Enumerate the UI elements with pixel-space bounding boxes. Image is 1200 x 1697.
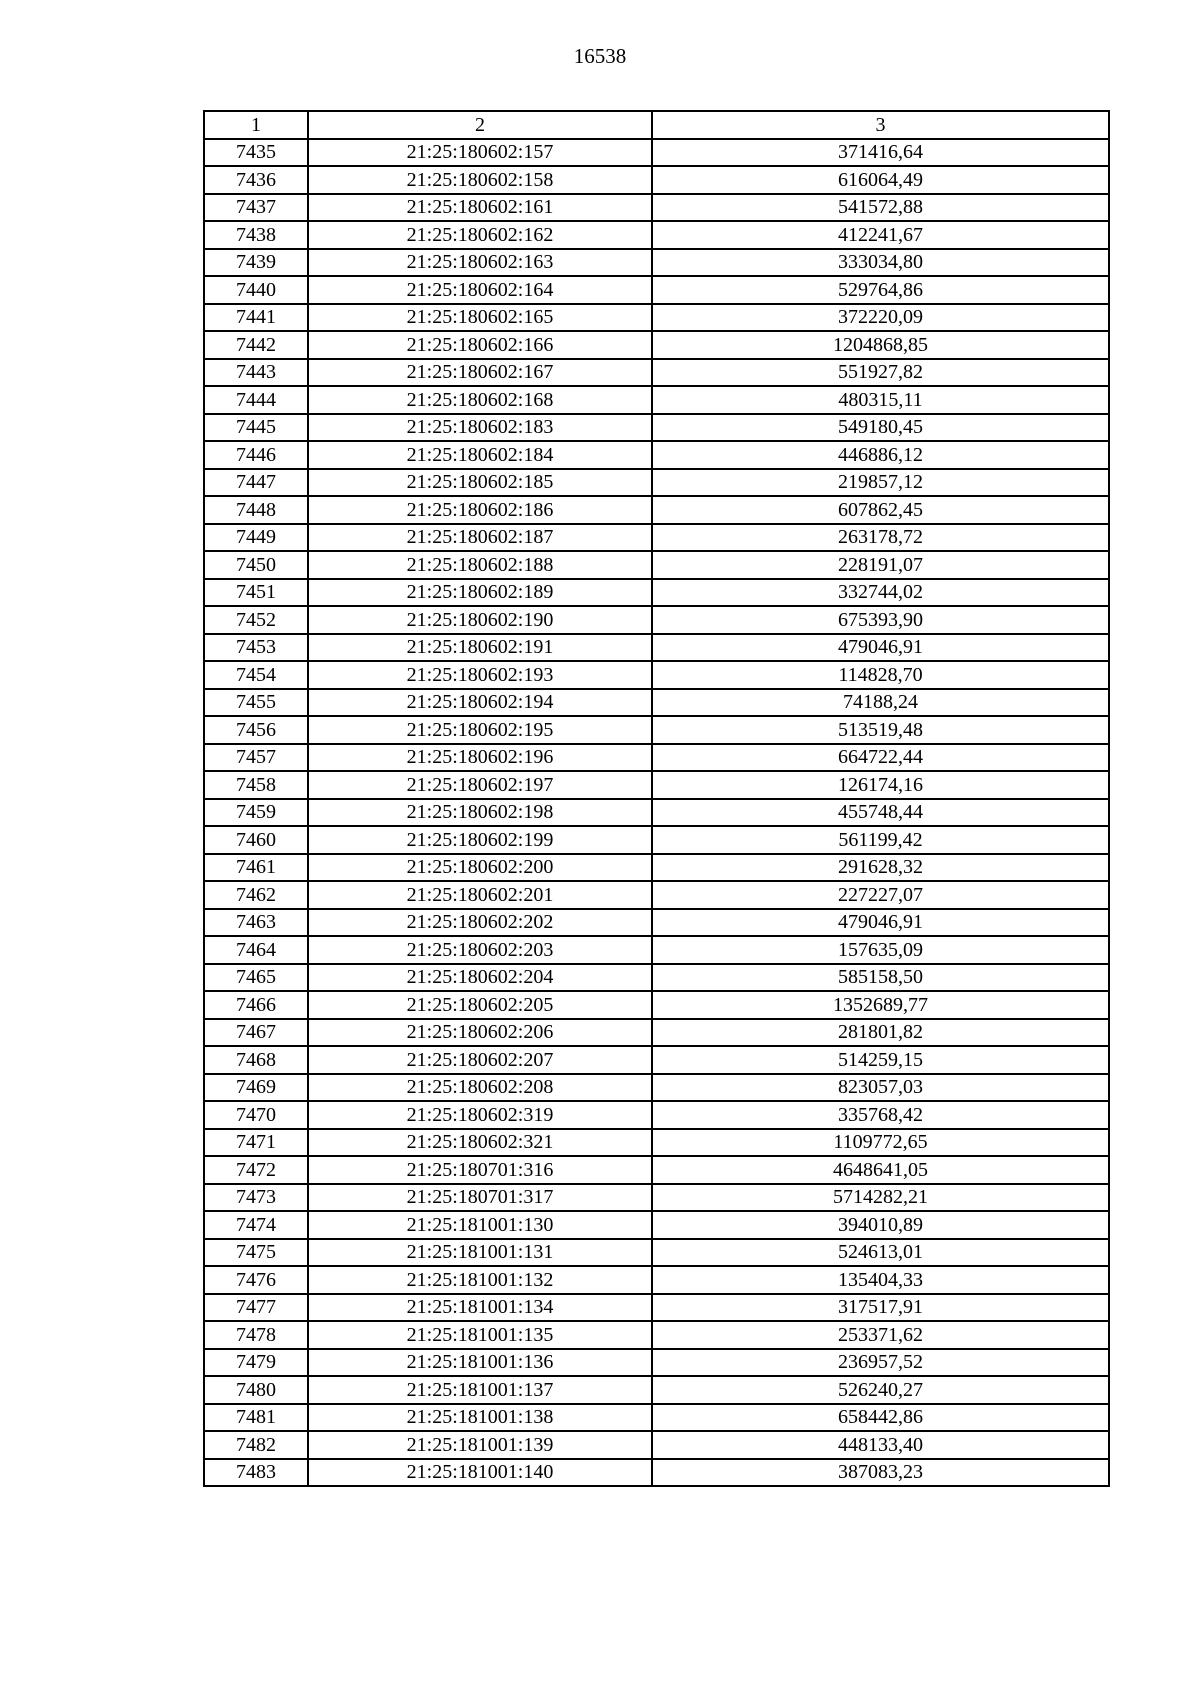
row-number-cell: 7451 — [204, 579, 308, 607]
table-row — [204, 496, 1109, 524]
value-cell: 114828,70 — [652, 661, 1109, 689]
cadastral-number-cell: 21:25:180602:157 — [308, 139, 652, 167]
row-number-cell: 7437 — [204, 194, 308, 222]
row-number-cell: 7469 — [204, 1074, 308, 1102]
table-row — [204, 1376, 1109, 1404]
value-cell: 529764,86 — [652, 276, 1109, 304]
column-header-3: 3 — [652, 111, 1109, 139]
value-cell: 526240,27 — [652, 1376, 1109, 1404]
row-number-cell: 7459 — [204, 799, 308, 827]
row-number-cell: 7457 — [204, 744, 308, 772]
cadastral-number-cell: 21:25:181001:140 — [308, 1459, 652, 1487]
cadastral-number-cell: 21:25:180602:194 — [308, 689, 652, 717]
cadastral-number-cell: 21:25:180701:316 — [308, 1156, 652, 1184]
cadastral-number-cell: 21:25:180602:185 — [308, 469, 652, 497]
value-cell: 371416,64 — [652, 139, 1109, 167]
table-row — [204, 1321, 1109, 1349]
value-cell: 281801,82 — [652, 1019, 1109, 1047]
row-number-cell: 7458 — [204, 771, 308, 799]
value-cell: 524613,01 — [652, 1239, 1109, 1267]
value-cell: 823057,03 — [652, 1074, 1109, 1102]
row-number-cell: 7446 — [204, 441, 308, 469]
cadastral-number-cell: 21:25:180602:197 — [308, 771, 652, 799]
value-cell: 658442,86 — [652, 1404, 1109, 1432]
table-row — [204, 1129, 1109, 1157]
cadastral-number-cell: 21:25:180602:205 — [308, 991, 652, 1019]
table-row — [204, 634, 1109, 662]
cadastral-number-cell: 21:25:181001:132 — [308, 1266, 652, 1294]
value-cell: 1352689,77 — [652, 991, 1109, 1019]
cadastral-number-cell: 21:25:181001:135 — [308, 1321, 652, 1349]
value-cell: 253371,62 — [652, 1321, 1109, 1349]
cadastral-number-cell: 21:25:180602:168 — [308, 386, 652, 414]
value-cell: 333034,80 — [652, 249, 1109, 277]
table-row — [204, 1349, 1109, 1377]
cadastral-number-cell: 21:25:181001:136 — [308, 1349, 652, 1377]
cadastral-number-cell: 21:25:180602:319 — [308, 1101, 652, 1129]
table-row — [204, 1294, 1109, 1322]
row-number-cell: 7474 — [204, 1211, 308, 1239]
value-cell: 263178,72 — [652, 524, 1109, 552]
table-row — [204, 331, 1109, 359]
cadastral-number-cell: 21:25:181001:138 — [308, 1404, 652, 1432]
cadastral-number-cell: 21:25:180602:164 — [308, 276, 652, 304]
cadastral-number-cell: 21:25:180602:202 — [308, 909, 652, 937]
cadastral-number-cell: 21:25:181001:131 — [308, 1239, 652, 1267]
row-number-cell: 7438 — [204, 221, 308, 249]
value-cell: 135404,33 — [652, 1266, 1109, 1294]
cadastral-number-cell: 21:25:180602:163 — [308, 249, 652, 277]
table-row — [204, 414, 1109, 442]
table-row — [204, 1046, 1109, 1074]
row-number-cell: 7454 — [204, 661, 308, 689]
table-row — [204, 139, 1109, 167]
value-cell: 1204868,85 — [652, 331, 1109, 359]
value-cell: 372220,09 — [652, 304, 1109, 332]
row-number-cell: 7445 — [204, 414, 308, 442]
table-row — [204, 661, 1109, 689]
value-cell: 448133,40 — [652, 1431, 1109, 1459]
row-number-cell: 7465 — [204, 964, 308, 992]
table-row — [204, 1266, 1109, 1294]
cadastral-number-cell: 21:25:180602:196 — [308, 744, 652, 772]
row-number-cell: 7482 — [204, 1431, 308, 1459]
cadastral-number-cell: 21:25:181001:130 — [308, 1211, 652, 1239]
cadastral-number-cell: 21:25:180602:206 — [308, 1019, 652, 1047]
cadastral-number-cell: 21:25:181001:134 — [308, 1294, 652, 1322]
value-cell: 541572,88 — [652, 194, 1109, 222]
row-number-cell: 7452 — [204, 606, 308, 634]
row-number-cell: 7480 — [204, 1376, 308, 1404]
cadastral-number-cell: 21:25:180602:161 — [308, 194, 652, 222]
row-number-cell: 7471 — [204, 1129, 308, 1157]
value-cell: 479046,91 — [652, 909, 1109, 937]
row-number-cell: 7442 — [204, 331, 308, 359]
cadastral-number-cell: 21:25:180602:203 — [308, 936, 652, 964]
row-number-cell: 7455 — [204, 689, 308, 717]
cadastral-number-cell: 21:25:180602:167 — [308, 359, 652, 387]
table-row — [204, 964, 1109, 992]
cadastral-number-cell: 21:25:180701:317 — [308, 1184, 652, 1212]
table-row — [204, 854, 1109, 882]
table-row — [204, 1184, 1109, 1212]
value-cell: 551927,82 — [652, 359, 1109, 387]
row-number-cell: 7443 — [204, 359, 308, 387]
row-number-cell: 7483 — [204, 1459, 308, 1487]
table-row — [204, 881, 1109, 909]
value-cell: 514259,15 — [652, 1046, 1109, 1074]
value-cell: 561199,42 — [652, 826, 1109, 854]
table-row — [204, 606, 1109, 634]
value-cell: 607862,45 — [652, 496, 1109, 524]
table-row — [204, 909, 1109, 937]
table-header — [204, 111, 1109, 139]
value-cell: 332744,02 — [652, 579, 1109, 607]
value-cell: 219857,12 — [652, 469, 1109, 497]
table-row — [204, 304, 1109, 332]
cadastral-number-cell: 21:25:180602:186 — [308, 496, 652, 524]
row-number-cell: 7462 — [204, 881, 308, 909]
column-header-2: 2 — [308, 111, 652, 139]
cadastral-number-cell: 21:25:180602:199 — [308, 826, 652, 854]
cadastral-number-cell: 21:25:181001:139 — [308, 1431, 652, 1459]
table-row — [204, 221, 1109, 249]
row-number-cell: 7481 — [204, 1404, 308, 1432]
value-cell: 157635,09 — [652, 936, 1109, 964]
value-cell: 335768,42 — [652, 1101, 1109, 1129]
table-row — [204, 551, 1109, 579]
table-row — [204, 799, 1109, 827]
value-cell: 446886,12 — [652, 441, 1109, 469]
table-row — [204, 1019, 1109, 1047]
cadastral-number-cell: 21:25:180602:198 — [308, 799, 652, 827]
table-row — [204, 689, 1109, 717]
row-number-cell: 7453 — [204, 634, 308, 662]
row-number-cell: 7468 — [204, 1046, 308, 1074]
cadastral-number-cell: 21:25:180602:187 — [308, 524, 652, 552]
row-number-cell: 7447 — [204, 469, 308, 497]
value-cell: 394010,89 — [652, 1211, 1109, 1239]
table-row — [204, 991, 1109, 1019]
table-row — [204, 276, 1109, 304]
row-number-cell: 7456 — [204, 716, 308, 744]
value-cell: 5714282,21 — [652, 1184, 1109, 1212]
row-number-cell: 7477 — [204, 1294, 308, 1322]
value-cell: 387083,23 — [652, 1459, 1109, 1487]
value-cell: 236957,52 — [652, 1349, 1109, 1377]
value-cell: 227227,07 — [652, 881, 1109, 909]
row-number-cell: 7464 — [204, 936, 308, 964]
cadastral-number-cell: 21:25:180602:165 — [308, 304, 652, 332]
value-cell: 1109772,65 — [652, 1129, 1109, 1157]
cadastral-number-cell: 21:25:180602:200 — [308, 854, 652, 882]
table-row — [204, 826, 1109, 854]
cadastral-number-cell: 21:25:180602:184 — [308, 441, 652, 469]
table-row — [204, 1459, 1109, 1487]
row-number-cell: 7476 — [204, 1266, 308, 1294]
row-number-cell: 7478 — [204, 1321, 308, 1349]
row-number-cell: 7439 — [204, 249, 308, 277]
row-number-cell: 7441 — [204, 304, 308, 332]
value-cell: 126174,16 — [652, 771, 1109, 799]
cadastral-number-cell: 21:25:180602:189 — [308, 579, 652, 607]
value-cell: 228191,07 — [652, 551, 1109, 579]
table-row — [204, 579, 1109, 607]
table-row — [204, 1404, 1109, 1432]
table-row — [204, 386, 1109, 414]
table-row — [204, 469, 1109, 497]
value-cell: 664722,44 — [652, 744, 1109, 772]
row-number-cell: 7473 — [204, 1184, 308, 1212]
value-cell: 585158,50 — [652, 964, 1109, 992]
cadastral-number-cell: 21:25:180602:183 — [308, 414, 652, 442]
table-row — [204, 771, 1109, 799]
cadastral-number-cell: 21:25:180602:193 — [308, 661, 652, 689]
cadastral-number-cell: 21:25:180602:166 — [308, 331, 652, 359]
cadastral-number-cell: 21:25:180602:201 — [308, 881, 652, 909]
value-cell: 317517,91 — [652, 1294, 1109, 1322]
data-table — [203, 110, 1110, 1487]
row-number-cell: 7460 — [204, 826, 308, 854]
value-cell: 549180,45 — [652, 414, 1109, 442]
cadastral-number-cell: 21:25:180602:204 — [308, 964, 652, 992]
table-row — [204, 249, 1109, 277]
cadastral-number-cell: 21:25:180602:191 — [308, 634, 652, 662]
row-number-cell: 7450 — [204, 551, 308, 579]
row-number-cell: 7467 — [204, 1019, 308, 1047]
value-cell: 513519,48 — [652, 716, 1109, 744]
table-body — [204, 139, 1109, 1487]
value-cell: 455748,44 — [652, 799, 1109, 827]
value-cell: 291628,32 — [652, 854, 1109, 882]
value-cell: 412241,67 — [652, 221, 1109, 249]
cadastral-number-cell: 21:25:180602:207 — [308, 1046, 652, 1074]
table-row — [204, 1431, 1109, 1459]
cadastral-number-cell: 21:25:180602:158 — [308, 166, 652, 194]
cadastral-number-cell: 21:25:180602:208 — [308, 1074, 652, 1102]
table-row — [204, 1211, 1109, 1239]
value-cell: 479046,91 — [652, 634, 1109, 662]
column-header-1: 1 — [204, 111, 308, 139]
row-number-cell: 7475 — [204, 1239, 308, 1267]
table-row — [204, 744, 1109, 772]
row-number-cell: 7472 — [204, 1156, 308, 1184]
value-cell: 74188,24 — [652, 689, 1109, 717]
table-row — [204, 1074, 1109, 1102]
row-number-cell: 7448 — [204, 496, 308, 524]
table-row — [204, 359, 1109, 387]
table-row — [204, 524, 1109, 552]
cadastral-number-cell: 21:25:180602:195 — [308, 716, 652, 744]
table-row — [204, 1156, 1109, 1184]
row-number-cell: 7435 — [204, 139, 308, 167]
value-cell: 480315,11 — [652, 386, 1109, 414]
table-row — [204, 194, 1109, 222]
row-number-cell: 7444 — [204, 386, 308, 414]
row-number-cell: 7449 — [204, 524, 308, 552]
table-row — [204, 441, 1109, 469]
row-number-cell: 7436 — [204, 166, 308, 194]
row-number-cell: 7479 — [204, 1349, 308, 1377]
table-row — [204, 1101, 1109, 1129]
row-number-cell: 7466 — [204, 991, 308, 1019]
row-number-cell: 7470 — [204, 1101, 308, 1129]
row-number-cell: 7440 — [204, 276, 308, 304]
row-number-cell: 7463 — [204, 909, 308, 937]
value-cell: 616064,49 — [652, 166, 1109, 194]
value-cell: 675393,90 — [652, 606, 1109, 634]
value-cell: 4648641,05 — [652, 1156, 1109, 1184]
table-row — [204, 936, 1109, 964]
table-row — [204, 166, 1109, 194]
page-number: 16538 — [573, 44, 627, 68]
cadastral-number-cell: 21:25:180602:188 — [308, 551, 652, 579]
cadastral-number-cell: 21:25:180602:321 — [308, 1129, 652, 1157]
cadastral-number-cell: 21:25:180602:190 — [308, 606, 652, 634]
row-number-cell: 7461 — [204, 854, 308, 882]
cadastral-number-cell: 21:25:181001:137 — [308, 1376, 652, 1404]
cadastral-number-cell: 21:25:180602:162 — [308, 221, 652, 249]
table-row — [204, 1239, 1109, 1267]
table-row — [204, 716, 1109, 744]
table-header-row — [204, 111, 1109, 139]
